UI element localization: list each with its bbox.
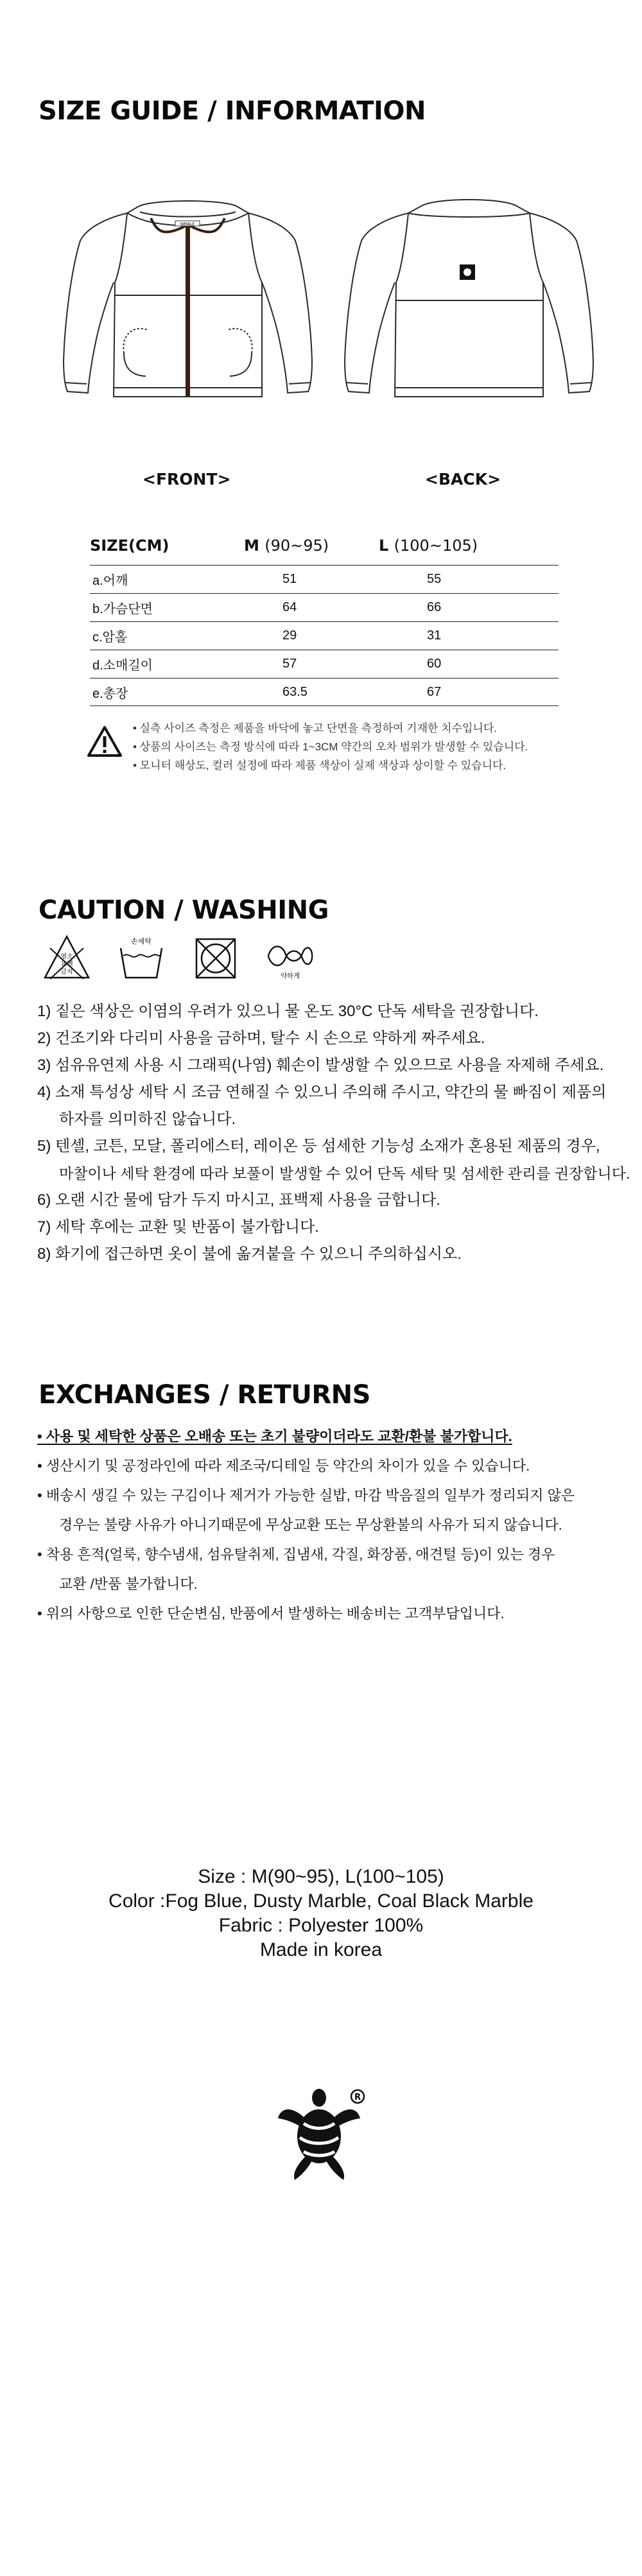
list-item: 교환 /반품 불가합니다. bbox=[59, 1576, 198, 1592]
back-jacket-illustration bbox=[342, 193, 596, 411]
list-item: 마찰이나 세탁 환경에 따라 보풀이 발생할 수 있어 단독 세탁 및 섬세한 관리를 권장합니다. bbox=[59, 1165, 630, 1182]
notice-item: • 모니터 해상도, 컬러 설정에 따라 제품 색상이 실제 색상과 상이할 수 있습니다. bbox=[133, 759, 507, 772]
registered-mark: R bbox=[354, 2093, 361, 2102]
table-row: c.암홀 29 31 bbox=[90, 621, 559, 650]
list-item: • 생산시기 및 공정라인에 따라 제조국/디테일 등 약간의 차이가 있을 수 있습니다. bbox=[37, 1458, 530, 1474]
table-row: b.가슴단면 64 66 bbox=[90, 593, 559, 621]
list-item: 2) 건조기와 다리미 사용을 금하며, 탈수 시 손으로 약하게 짜주세요. bbox=[37, 1030, 485, 1047]
table-row: d.소매길이 57 60 bbox=[90, 650, 559, 678]
no-tumble-dry-icon bbox=[191, 934, 240, 983]
spec-origin: Made in korea bbox=[259, 1939, 383, 1960]
list-item: 4) 소재 특성상 세탁 시 조금 연해질 수 있으니 주의해 주시고, 약간의 물 빠짐이 제품의 bbox=[37, 1084, 607, 1101]
list-item: • 착용 흔적(얼룩, 향수냄새, 섬유탈취제, 집냄새, 각질, 화장품, 애견털 등)이 있는 경우 bbox=[37, 1546, 555, 1562]
list-item: 5) 텐셀, 코튼, 모달, 폴리에스터, 레이온 등 섬세한 기능성 소재가 혼용된 제품의 경우, bbox=[37, 1137, 600, 1155]
size-header-l: L (100~105) bbox=[379, 537, 478, 555]
notice-item: • 실측 사이즈 측정은 제품을 바닥에 놓고 단면을 측정하여 기재한 치수입니다. bbox=[133, 722, 497, 734]
list-item: • 사용 및 세탁한 상품은 오배송 또는 초기 불량이더라도 교환/환불 불가합니다. bbox=[37, 1428, 512, 1444]
front-tag-text: WMALE bbox=[180, 222, 195, 227]
spec-fabric: Fabric : Polyester 100% bbox=[218, 1915, 424, 1936]
back-label: <BACK> bbox=[425, 470, 501, 488]
gentle-wring-icon bbox=[266, 934, 315, 983]
front-label: <FRONT> bbox=[143, 470, 231, 488]
spec-color: Color :Fog Blue, Dusty Marble, Coal Black Marble bbox=[108, 1890, 534, 1912]
notice-item: • 상품의 사이즈는 측정 방식에 따라 1~3CM 약간의 오차 범위가 발생할 수 있습니다. bbox=[133, 741, 528, 753]
care-icons bbox=[42, 934, 315, 983]
spec-size: Size : M(90~95), L(100~105) bbox=[198, 1866, 444, 1887]
svg-text:염소: 염소 bbox=[60, 953, 73, 960]
list-item: 8) 화기에 접근하면 옷이 불에 옮겨붙을 수 있으니 주의하십시오. bbox=[37, 1245, 462, 1263]
list-item: • 배송시 생길 수 있는 구김이나 제거가 가능한 실밥, 마감 박음질의 일부가 정리되지 않은 bbox=[37, 1487, 575, 1503]
svg-text:손세탁: 손세탁 bbox=[131, 937, 152, 946]
size-table bbox=[90, 526, 559, 706]
exchanges-list bbox=[37, 1422, 575, 1629]
caution-title: CAUTION / WASHING bbox=[39, 895, 329, 925]
table-row: a.어깨 51 55 bbox=[90, 565, 559, 593]
list-item: 3) 섬유유연제 사용 시 그래픽(나염) 훼손이 발생할 수 있으므로 사용을 자제해 주세요. bbox=[37, 1057, 604, 1074]
no-bleach-icon bbox=[42, 934, 91, 983]
svg-text:표백: 표백 bbox=[60, 961, 73, 968]
list-item: 6) 오랜 시간 물에 담가 두지 마시고, 표백제 사용을 금합니다. bbox=[37, 1191, 440, 1209]
svg-text:금지: 금지 bbox=[60, 969, 73, 976]
list-item: • 위의 사항으로 인한 단순변심, 반품에서 발생하는 배송비는 고객부담입니다. bbox=[37, 1605, 505, 1621]
list-item: 7) 세탁 후에는 교환 및 반품이 불가합니다. bbox=[37, 1218, 319, 1236]
svg-text:약하게: 약하게 bbox=[280, 972, 300, 980]
table-row: e.총장 63.5 67 bbox=[90, 678, 559, 706]
size-guide-title: SIZE GUIDE / INFORMATION bbox=[39, 96, 426, 126]
list-item: 1) 짙은 색상은 이염의 우려가 있으니 물 온도 30°C 단독 세탁을 권장합니다. bbox=[37, 1003, 539, 1020]
warning-icon bbox=[87, 725, 123, 757]
caution-list bbox=[37, 998, 630, 1268]
size-table-header bbox=[90, 526, 559, 565]
front-jacket-illustration bbox=[61, 193, 315, 411]
list-item: 하자를 의미하진 않습니다. bbox=[59, 1111, 236, 1128]
exchanges-title: EXCHANGES / RETURNS bbox=[39, 1380, 370, 1410]
hand-wash-icon bbox=[117, 934, 166, 983]
product-spec bbox=[0, 1865, 642, 1962]
turtle-logo-icon bbox=[273, 2086, 376, 2183]
list-item: 경우는 불량 사유가 아니기때문에 무상교환 또는 무상환불의 사유가 되지 않습니다. bbox=[59, 1517, 562, 1533]
size-header-label: SIZE(CM) bbox=[90, 537, 169, 555]
size-header-m: M (90~95) bbox=[244, 537, 329, 555]
